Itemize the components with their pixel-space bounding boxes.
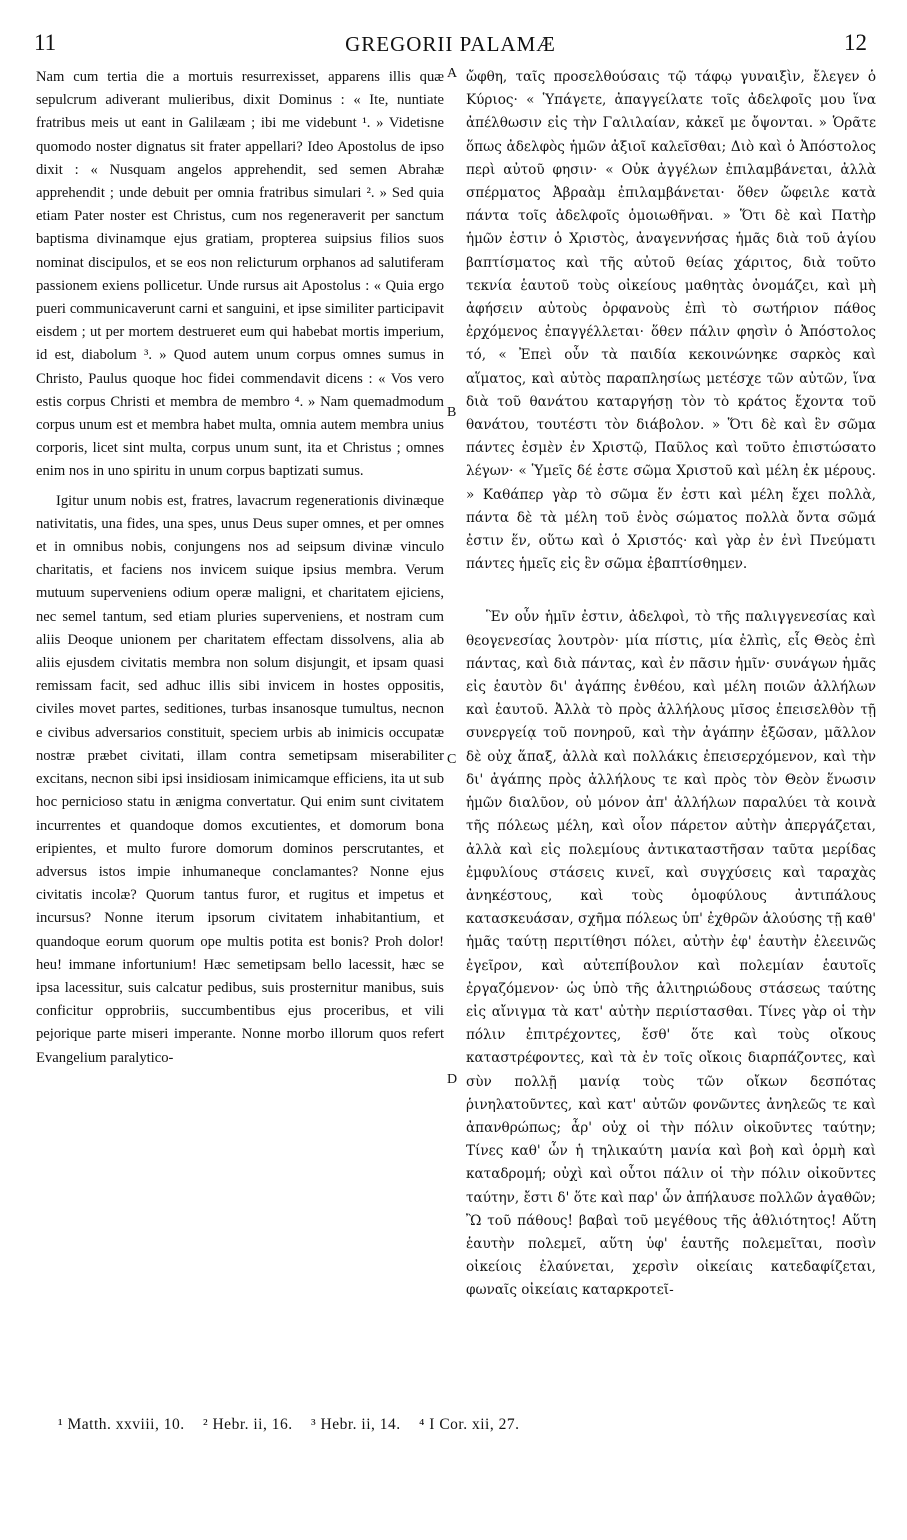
latin-column <box>36 66 444 1070</box>
greek-paragraph-1: ὤφθη, ταῖς προσελθούσαις τῷ τάφῳ γυναιξὶν, ἔλεγεν ὁ Κύριος· « Ὑπάγετε, ἀπαγγείλατε τοῖς ἀδελφοῖς μου ἵνα ἀπέλθωσιν εἰς τὴν Γαλιλαίαν, κἀκεῖ με ὄψονται. » Ὁρᾶτε ὅπως ἀδελφὸς ἡμῶν ἀξιοῖ καλεῖσθαι; Διὸ καὶ ὁ Ἀπόστολος περὶ αὐτοῦ φησιν· « Οὐκ ἀγγέλων ἐπιλαμβάνεται, ἀλλὰ σπέρματος Ἀβραὰμ ἐπιλαμβάνεται· ὅθεν ὤφειλε κατὰ πάντα τοῖς ἀδελφοῖς ὁμοιωθῆναι. » Ὅτι δὲ καὶ Πατὴρ ἡμῶν ἐστιν ὁ Χριστὸς, ἀναγεννήσας ἡμᾶς διὰ τοῦ ἁγίου βαπτίσματος καὶ τῆς αὐτοῦ θείας χάριτος, διὰ τοῦτο τεκνία ἑαυτοῦ τοὺς οἰκείους μαθητὰς ὀνομάζει, καὶ μὴ ἀφήσειν αὐτοὺς ὀρφανοὺς ἐπὶ τὸ σωτήριον πάθος ἐρχόμενος ἐπαγγέλλεται· ὅθεν πάλιν φησὶν ὁ Ἀπόστολος τό, « Ἐπεὶ οὖν τὰ παιδία κεκοινώνηκε σαρκὸς καὶ αἵματος, καὶ αὐτὸς παραπλησίως μετέσχε τῶν αὐτῶν, ἵνα διὰ τοῦ θανάτου καταργήσῃ τὸν τὸ κράτος ἔχοντα τοῦ θανάτου, τουτέστι τὸν διάβολον. » Ὅτι δὲ καὶ ἓν σῶμα πάντες ἐσμὲν ἐν Χριστῷ, Παῦλος καὶ τοῦτο ἐπιστώσατο λέγων· « Ὑμεῖς δέ ἐστε σῶμα Χριστοῦ καὶ μέλη ἐκ μέρους. » Καθάπερ γὰρ τὸ σῶμα ἕν ἐστι καὶ μέλη ἔχει πολλὰ, πάντα δὲ τὰ μέλη τοῦ ἑνὸς σώματος πολλὰ ὄντα σῶμά ἐστιν ἕν, οὕτω καὶ ὁ Χριστός· καὶ γὰρ ἐν ἑνὶ Πνεύματι πάντες ἡμεῖς εἰς ἓν σῶμα ἐβαπτίσθημεν. <box>466 69 876 573</box>
margin-marker-b: B <box>447 405 457 420</box>
right-page-number: 12 <box>844 30 867 55</box>
greek-column <box>466 66 876 1303</box>
greek-paragraph-2: Ἓν οὖν ἡμῖν ἐστιν, ἀδελφοὶ, τὸ τῆς παλιγγενεσίας καὶ θεογενεσίας λουτρὸν· μία πίστις, μία ἐλπὶς, εἷς Θεὸς ἐπὶ πάντας, καὶ διὰ πάντας, καὶ ἐν πᾶσιν ἡμῖν· συνάγων ἡμᾶς εἰς ἑαυτὸν δι' ἀγάπης ἐνθέου, καὶ μέλη ποιῶν ἀλλήλων καὶ ἑαυτοῦ. Ἀλλὰ τὸ πρὸς ἀλλήλους μῖσος ἐπεισελθὸν τῇ συνεργείᾳ τοῦ πονηροῦ, καὶ τὴν ἀγάπην ἐξῶσαν, μᾶλλον δὲ οὐχ ἅπαξ, ἀλλὰ καὶ πολλάκις ἐπεισερχόμενον, καὶ τὴν δι' ἀγάπης πρὸς ἀλλήλους τε καὶ πρὸς τὸν Θεὸν ἕνωσιν ἡμῶν διαλῦον, οὐ μόνον ἀπ' ἀλλήλων παραλύει τὰ κοινὰ τῆς πόλεως μέλη, καὶ οἷον πάρετον αὐτὴν ἀπεργάζεται, ἀλλὰ καὶ εἰς πολεμίους ἀντικαταστῆσαν ταῦτα μερίδας ἐμφυλίους στάσεις κινεῖ, καὶ συγχύσεις καὶ ταραχὰς ἀνηκέστους, καὶ τοὺς ὁμοφύλους ἀντιπάλους κατασκευάσαν, σχῆμα πόλεως ὑπ' ἐχθρῶν ἁλούσης τῇ καθ' ἡμᾶς ταύτῃ περιτίθησι πόλει, αὐτὴν ἐφ' ἑαυτὴν ἐλεεινῶς ἐγεῖρον, καὶ αὐτεπίβουλον καὶ πολεμίαν ἑαυτοῖς ἐργαζόμενον· ὡς ὑπὸ τῆς ἀλιτηριώδους στάσεως ταύτης εἰς αἴνιγμα τὰ κατ' αὐτὴν περιίστασθαι. Τίνες γὰρ οἱ τὴν πόλιν ἐπιτρέχοντες, ἔσθ' ὅτε καὶ τοὺς οἴκους καταστρέφοντες, καὶ τὰ ἐν τοῖς οἴκοις διαρπάζοντες, καὶ σὺν πολλῇ μανίᾳ τοὺς τῶν οἴκων δεσπότας ῥινηλατοῦντες, καὶ κατ' αὐτῶν φονῶντες ἀνηλεῶς τε καὶ ἀπανθρώπως; ἆρ' οὐχ οἱ τὴν πόλιν οἰκοῦντες ταύτην; Τίνες καθ' ὧν ἡ τηλικαύτη μανία καὶ βοὴ καὶ ὁρμὴ καὶ καταδρομή; οὐχὶ καὶ οὗτοι πάλιν οἱ τὴν πόλιν οἰκοῦντες ταύτην, ἔστι δ' ὅτε καὶ παρ' ὧν ἀπήλαυσε πολλῶν ἀγαθῶν; Ὢ τοῦ πάθους! βαβαὶ τοῦ μεγέθους τῆς ἀθλιότητος! Αὕτη ἑαυτὴν πολεμεῖ, αὕτη ὑφ' ἑαυτῆς πολεμεῖται, ποσὶν οἰκείοις ἐλαύνεται, χερσὶν οἰκείαις κατεδαφίζεται, φωναῖς οἰκείαις καταρκροτεῖ- <box>466 609 876 1299</box>
left-page-number: 11 <box>34 30 57 55</box>
margin-marker-d: D <box>447 1072 458 1087</box>
footnote-4: ⁴ I Cor. xii, 27. <box>419 1416 520 1433</box>
latin-paragraph-2: Igitur unum nobis est, fratres, lavacrum regenerationis divinæque nativitatis, una fides, una spes, unus Deus super omnes, et per omnes et in omnibus nobis, conjungens nos ad seipsum divinæ vinculo charitatis, et faciens nos invicem suique ipsius membra. Verum mutuum superveniens odium operæ maligni, et charitatem ejiciens, nec semel tantum, sed etiam pluries superveniens, et nostram cum aliis Deoque unionem per charitatem effectam dissolvens, alia ab aliis ejusdem civitatis membra non solum disjungit, et ipsam quasi remissam facit, sed adhuc illis sibi invicem in hostes oppositis, civiles movet partes, seditiones, turbas insanosque tumultus, necnon e civibus adversarios constituit, speciem urbis ab inimicis occupatæ nostræ præbet civitati, illam contra semetipsam miserabiliter excitans, necnon sibi ipsi insidiosam inimicamque efficiens, ita ut sub hoc pernicioso statu in ænigma convertatur. Qui enim sunt civitatem incurrentes et quandoque domos excutientes, et domorum bona eripientes, et multo furore domorum dominos perscrutantes, et adversus istos impie inhumaneque conclamantes? Nonne ejus civitatis incolæ? Quorum tantus furor, et rugitus et impetus et incursus? Nonne iterum ipsorum civitatem inhabitantium, et quandoque eorum quorum ope multis potita est bonis? Proh dolor! heu! immane infortunium! Hæc semetipsam bello lacessit, hæc se ipsa lacessitur, suis calcatur pedibus, suis prosternitur manibus, suis conficitur opprobriis, succumbentibus ejus proceribus, et vili pejorique parte miseri imperante. Nonne morbo illorum quos refert Evangelium paralytico- <box>36 492 444 1066</box>
page-header <box>34 30 867 70</box>
footnotes <box>58 1416 533 1434</box>
footnote-1: ¹ Matth. xxviii, 10. <box>58 1416 185 1433</box>
latin-paragraph-1: Nam cum tertia die a mortuis resurrexisset, apparens illis quæ sepulcrum adiverant mulieribus, dixit Dominus : « Ite, nuntiate fratribus meis ut eant in Galilæam ; ibi me videbunt ¹. » Videtisne quomodo noster dignatus sit frater appellari? Ideo Apostolus de ipso dixit : « Nusquam angelos apprehendit, sed semen Abrahæ apprehendit ; unde debuit per omnia fratribus simulari ². » Sed quia etiam Pater noster est Christus, cum nos regeneraverit per sanctum baptisma divinamque ejus gratiam, propterea suipsius filios suos nominat discipulos, et se eos non relicturum orphanos ad salutiferam passionem exiens pollicetur. Unde rursus ait Apostolus : « Quia ergo pueri communicaverunt carni et sanguini, et ipse similiter participavit eisdem ; ut per mortem destrueret eum qui habebat mortis imperium, id est, diabolum ³. » Quod autem unum corpus omnes sumus in Christo, Paulus quoque hoc fidei commendavit dicens : « Vos vero estis corpus Christi et membra de membro ⁴. » Nam quemadmodum corpus unum est et membra habet multa, omnia autem membra unius corporis, licet sint multa, corpus unum sunt, ita et Christus ; omnes enim nos in uno spiritu in unum corpus baptizati sumus. <box>36 69 444 480</box>
margin-marker-c: C <box>447 752 457 767</box>
footnote-3: ³ Hebr. ii, 14. <box>310 1416 401 1433</box>
margin-marker-a: A <box>447 66 458 81</box>
footnote-2: ² Hebr. ii, 16. <box>202 1416 293 1433</box>
running-title: GREGORII PALAMÆ <box>345 32 556 56</box>
